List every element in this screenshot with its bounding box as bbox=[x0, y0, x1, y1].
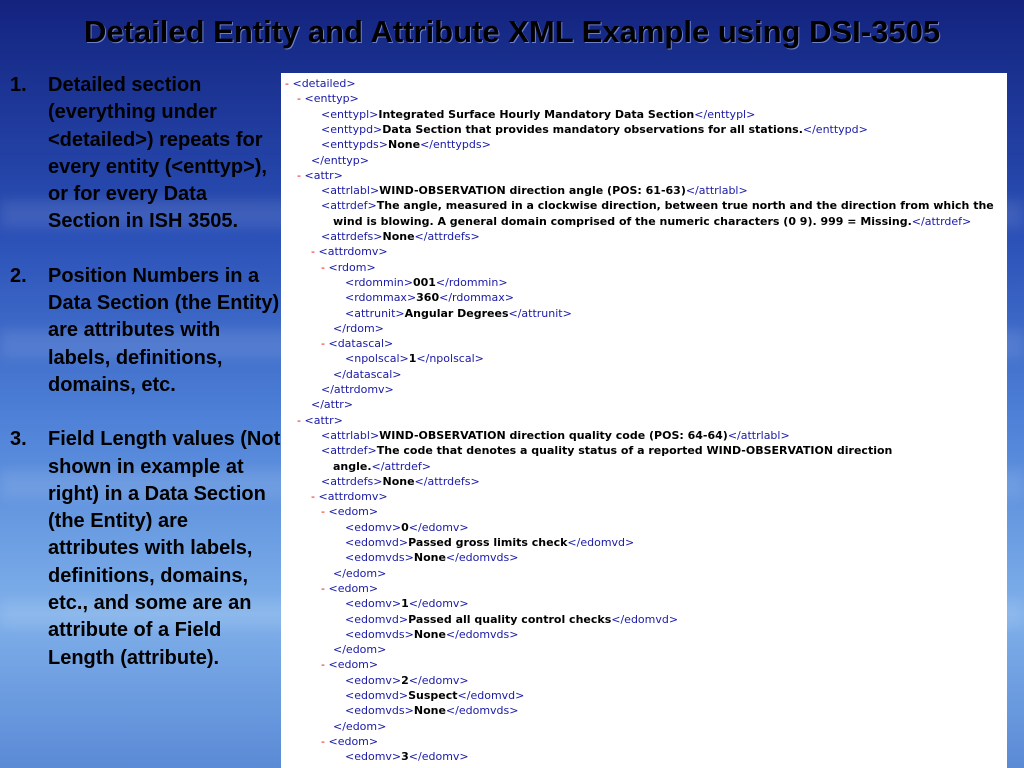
xml-line bbox=[321, 428, 790, 443]
bullet-text: Detailed section (everything under <detailed>) repeats for every entity (<enttyp>), or for every Data Section in ISH 3505. bbox=[48, 74, 267, 233]
xml-close-tag: </edomvd> bbox=[611, 612, 679, 626]
xml-content: Passed gross limits check bbox=[408, 536, 568, 549]
xml-close-tag: </edomvds> bbox=[445, 627, 519, 641]
xml-close-tag: </datascal> bbox=[333, 367, 402, 381]
collapse-toggle[interactable]: - bbox=[321, 505, 325, 519]
xml-open-tag: <edomvds> bbox=[345, 704, 414, 718]
xml-close-tag: </attrunit> bbox=[508, 306, 572, 320]
xml-open-tag: <rdommin> bbox=[345, 275, 413, 289]
xml-line bbox=[297, 91, 359, 106]
xml-content: wind is blowing. A general domain comprised of the numeric characters (0 9). 999 = Missing. bbox=[333, 214, 912, 228]
xml-line bbox=[311, 397, 353, 412]
xml-close-tag: </edomv> bbox=[408, 520, 469, 534]
xml-close-tag: </attrdefs> bbox=[414, 230, 480, 243]
xml-open-tag: <detailed> bbox=[292, 77, 356, 90]
xml-content: None bbox=[382, 230, 415, 243]
xml-line bbox=[321, 183, 748, 198]
xml-line bbox=[345, 351, 484, 366]
xml-close-tag: </attr> bbox=[311, 398, 354, 412]
xml-line bbox=[345, 275, 508, 290]
collapse-toggle[interactable]: - bbox=[321, 658, 325, 672]
xml-close-tag: </enttypl> bbox=[694, 107, 756, 121]
xml-close-tag: </edom> bbox=[333, 719, 387, 733]
collapse-toggle[interactable]: - bbox=[311, 490, 315, 504]
xml-open-tag: <enttyp> bbox=[304, 92, 359, 106]
xml-line bbox=[311, 489, 388, 504]
xml-open-tag: <attrlabl> bbox=[321, 184, 380, 198]
xml-line bbox=[297, 168, 343, 183]
xml-content: 2 bbox=[401, 673, 409, 687]
slide-title: Detailed Entity and Attribute XML Example using DSI-3505 bbox=[83, 14, 941, 49]
xml-line bbox=[311, 244, 388, 259]
xml-close-tag: </edomv> bbox=[408, 750, 469, 764]
collapse-toggle[interactable]: - bbox=[297, 413, 301, 427]
xml-line bbox=[321, 198, 994, 213]
xml-open-tag: <edomvds> bbox=[345, 627, 414, 641]
bullet-number: 3. bbox=[10, 428, 27, 451]
bullet-number: 1. bbox=[10, 74, 27, 96]
xml-line bbox=[345, 520, 469, 535]
xml-line bbox=[321, 504, 378, 519]
xml-open-tag: <edom> bbox=[328, 505, 379, 519]
xml-close-tag: </attrdefs> bbox=[414, 474, 480, 488]
xml-line bbox=[345, 627, 518, 642]
xml-line bbox=[333, 321, 384, 336]
xml-open-tag: <edomv> bbox=[345, 750, 402, 764]
xml-content: The code that denotes a quality status of a reported WIND-OBSERVATION direction bbox=[376, 444, 893, 458]
xml-content: angle. bbox=[333, 459, 372, 473]
xml-open-tag: <attrdef> bbox=[321, 444, 377, 458]
xml-open-tag: <attr> bbox=[304, 413, 343, 427]
xml-line bbox=[321, 229, 480, 244]
xml-open-tag: <attrdefs> bbox=[321, 230, 383, 243]
xml-close-tag: </edomvd> bbox=[457, 689, 525, 702]
xml-close-tag: </enttypds> bbox=[420, 138, 491, 152]
xml-line bbox=[321, 336, 393, 351]
bullet-number: 2. bbox=[10, 264, 27, 287]
xml-open-tag: <attrdomv> bbox=[318, 490, 388, 504]
xml-content: WIND-OBSERVATION direction quality code (POS: 64-64) bbox=[379, 428, 728, 442]
xml-line bbox=[333, 566, 386, 581]
xml-close-tag: </edomvd> bbox=[567, 536, 635, 549]
xml-open-tag: <enttypl> bbox=[321, 107, 379, 121]
xml-open-tag: <edom> bbox=[328, 658, 379, 672]
xml-content: 001 bbox=[412, 275, 436, 289]
xml-close-tag: </attrdef> bbox=[371, 459, 432, 473]
xml-open-tag: <edomvds> bbox=[345, 551, 414, 565]
xml-line bbox=[311, 153, 369, 168]
xml-content: Integrated Surface Hourly Mandatory Data Section bbox=[378, 107, 695, 121]
xml-content: None bbox=[413, 627, 446, 641]
xml-open-tag: <attrlabl> bbox=[321, 428, 380, 442]
xml-content: 3 bbox=[401, 750, 409, 764]
xml-line bbox=[345, 306, 572, 321]
xml-open-tag: <attrdef> bbox=[321, 199, 377, 213]
xml-close-tag: </attrlabl> bbox=[685, 184, 748, 198]
collapse-toggle[interactable]: - bbox=[321, 260, 325, 274]
xml-line bbox=[321, 107, 755, 122]
xml-close-tag: </enttyp> bbox=[311, 153, 369, 167]
xml-line bbox=[321, 382, 394, 397]
xml-line bbox=[321, 137, 491, 152]
xml-open-tag: <datascal> bbox=[328, 337, 394, 351]
xml-close-tag: </rdom> bbox=[333, 321, 384, 335]
xml-close-tag: </attrdomv> bbox=[321, 383, 394, 396]
xml-line bbox=[333, 214, 971, 229]
xml-close-tag: </edomvds> bbox=[445, 704, 519, 718]
xml-open-tag: <edomv> bbox=[345, 673, 402, 687]
xml-line bbox=[321, 122, 868, 137]
xml-open-tag: <attrdefs> bbox=[321, 474, 383, 488]
bullet-item bbox=[10, 426, 282, 672]
xml-line bbox=[345, 749, 469, 764]
xml-content: Suspect bbox=[408, 689, 458, 702]
xml-open-tag: <attrunit> bbox=[345, 306, 405, 320]
xml-content: Angular Degrees bbox=[404, 306, 509, 320]
xml-open-tag: <attr> bbox=[304, 168, 343, 182]
xml-content: 0 bbox=[401, 520, 409, 534]
xml-line bbox=[345, 703, 518, 718]
xml-open-tag: <edomv> bbox=[345, 597, 402, 611]
xml-line bbox=[345, 688, 524, 703]
xml-open-tag: <enttypd> bbox=[321, 122, 383, 136]
xml-close-tag: </rdommin> bbox=[435, 275, 508, 289]
xml-close-tag: </edomv> bbox=[408, 597, 469, 611]
xml-line bbox=[333, 642, 386, 657]
xml-line bbox=[345, 535, 634, 550]
xml-content: Passed all quality control checks bbox=[408, 612, 612, 626]
xml-line bbox=[297, 413, 343, 428]
xml-close-tag: </edom> bbox=[333, 566, 387, 580]
xml-content: None bbox=[413, 704, 446, 718]
xml-content: None bbox=[382, 474, 415, 488]
xml-content: WIND-OBSERVATION direction angle (POS: 61-63) bbox=[379, 184, 686, 198]
xml-line bbox=[345, 550, 518, 565]
collapse-toggle[interactable]: - bbox=[297, 92, 301, 106]
collapse-toggle[interactable]: - bbox=[285, 77, 289, 90]
xml-content: The angle, measured in a clockwise direction, between true north and the direction from which the bbox=[376, 199, 994, 213]
xml-content: Data Section that provides mandatory observations for all stations. bbox=[382, 122, 803, 136]
xml-close-tag: </npolscal> bbox=[416, 352, 484, 366]
bullet-text: Field Length values (Not shown in example at right) in a Data Section (the Entity) are attributes with labels, definitions, domains, etc., and some are an attribute of a Field Length (attribute). bbox=[48, 428, 281, 669]
xml-open-tag: <edomvd> bbox=[345, 536, 409, 549]
collapse-toggle[interactable]: - bbox=[297, 168, 301, 182]
xml-line bbox=[345, 612, 678, 627]
xml-line bbox=[333, 719, 386, 734]
xml-close-tag: </edomvds> bbox=[445, 551, 519, 565]
xml-content: None bbox=[388, 138, 421, 152]
xml-document-panel bbox=[281, 73, 1007, 768]
xml-line bbox=[321, 443, 892, 458]
xml-open-tag: <npolscal> bbox=[345, 352, 409, 366]
bullet-item bbox=[10, 72, 282, 236]
collapse-toggle[interactable]: - bbox=[321, 581, 325, 595]
xml-line bbox=[345, 596, 469, 611]
xml-line bbox=[333, 367, 402, 382]
xml-line bbox=[321, 474, 480, 489]
xml-open-tag: <enttypds> bbox=[321, 138, 389, 152]
xml-open-tag: <edom> bbox=[328, 581, 379, 595]
xml-line bbox=[321, 581, 378, 596]
xml-line bbox=[321, 734, 378, 749]
xml-close-tag: </attrlabl> bbox=[727, 428, 790, 442]
collapse-toggle[interactable]: - bbox=[321, 734, 325, 748]
xml-line bbox=[345, 673, 469, 688]
xml-close-tag: </enttypd> bbox=[802, 122, 868, 136]
xml-close-tag: </attrdef> bbox=[911, 214, 972, 228]
xml-line bbox=[321, 657, 378, 672]
xml-open-tag: <edom> bbox=[328, 734, 379, 748]
xml-open-tag: <rdommax> bbox=[345, 291, 417, 305]
xml-open-tag: <attrdomv> bbox=[318, 245, 388, 259]
xml-close-tag: </edom> bbox=[333, 643, 387, 657]
xml-open-tag: <rdom> bbox=[328, 260, 376, 274]
xml-line bbox=[285, 76, 356, 91]
xml-open-tag: <edomv> bbox=[345, 520, 402, 534]
collapse-toggle[interactable]: - bbox=[321, 337, 325, 351]
bullet-list bbox=[10, 72, 282, 699]
xml-content: 1 bbox=[408, 352, 417, 366]
xml-open-tag: <edomvd> bbox=[345, 612, 409, 626]
xml-content: 1 bbox=[401, 597, 409, 611]
xml-line bbox=[345, 290, 514, 305]
xml-content: None bbox=[413, 551, 446, 565]
xml-line bbox=[321, 260, 376, 275]
bullet-item bbox=[10, 263, 282, 399]
xml-close-tag: </rdommax> bbox=[439, 291, 514, 305]
xml-line bbox=[333, 459, 431, 474]
bullet-text: Position Numbers in a Data Section (the Entity) are attributes with labels, definitions, domains, etc. bbox=[48, 264, 280, 396]
xml-content: 360 bbox=[416, 291, 440, 305]
xml-open-tag: <edomvd> bbox=[345, 689, 409, 702]
xml-close-tag: </edomv> bbox=[408, 673, 469, 687]
collapse-toggle[interactable]: - bbox=[311, 245, 315, 259]
